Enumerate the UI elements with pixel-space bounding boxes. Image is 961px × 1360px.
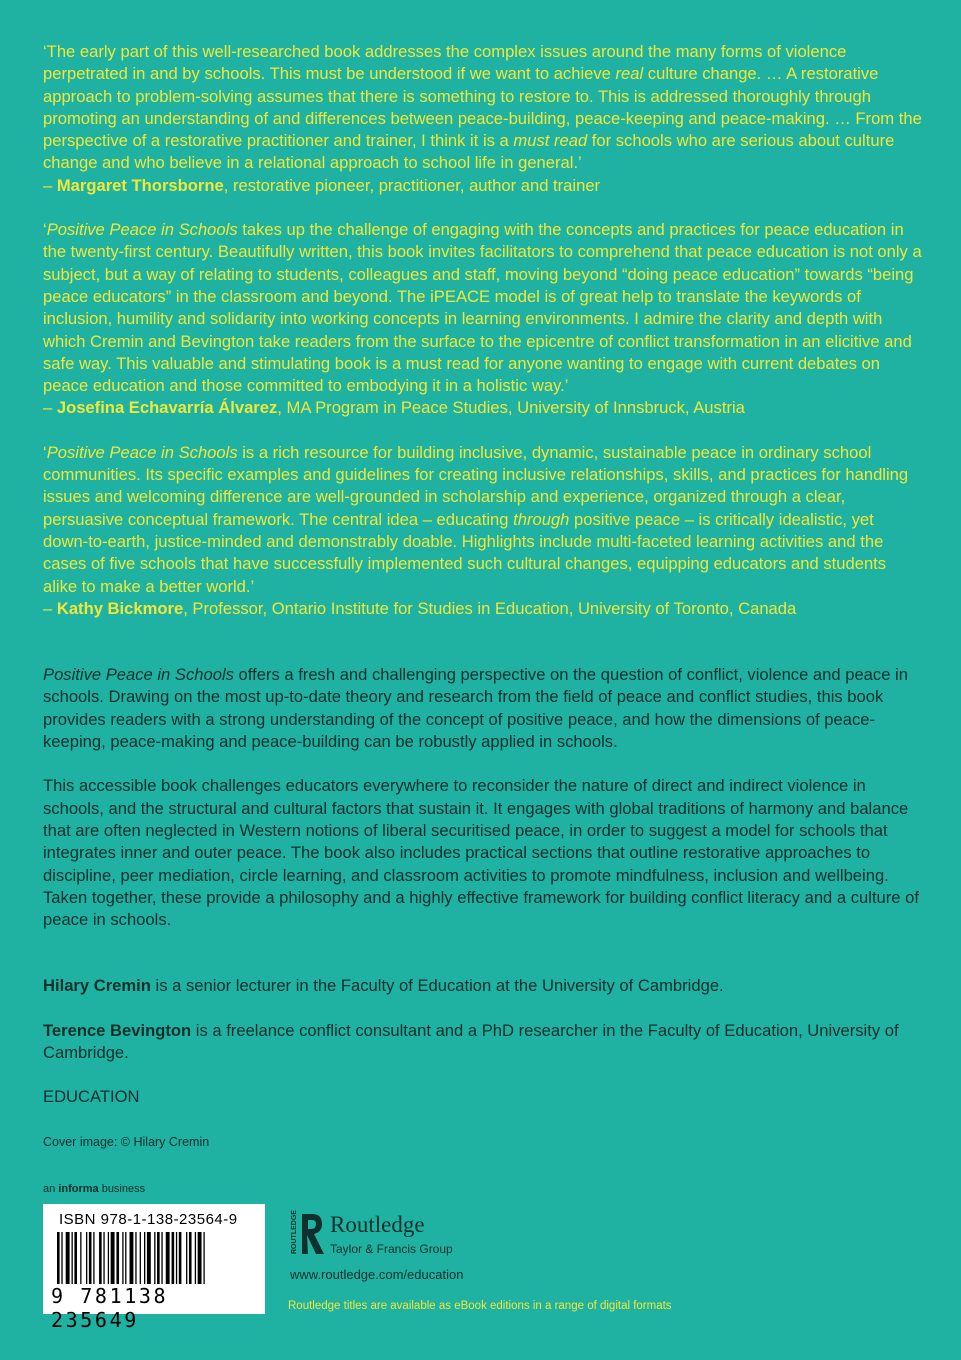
quote-author: Margaret Thorsborne bbox=[56, 175, 224, 195]
author-bio-bevington: Terence Bevington is a freelance conflict consultant and a PhD researcher in the Faculty of Education, University of Cambridge. bbox=[43, 1020, 899, 1062]
barcode-bar bbox=[176, 1232, 177, 1284]
barcode-bar bbox=[161, 1232, 162, 1284]
quote-author: Kathy Bickmore bbox=[56, 598, 184, 618]
quote-attribution: – Kathy Bickmore, Professor, Ontario Institute for Studies in Education, University of Toronto, Canada bbox=[43, 598, 797, 618]
ebook-note: Routledge titles are available as eBook editions in a range of digital formats bbox=[288, 1300, 672, 1312]
cover-credit: Cover image: © Hilary Cremin bbox=[43, 1134, 210, 1149]
publisher-name: Routledge bbox=[330, 1212, 425, 1237]
publisher-group: Taylor & Francis Group bbox=[330, 1242, 453, 1256]
barcode-bar bbox=[66, 1232, 70, 1284]
endorsement-bickmore bbox=[43, 442, 923, 620]
barcode-bar bbox=[72, 1232, 73, 1284]
barcode-bar bbox=[147, 1232, 151, 1284]
routledge-logo-icon bbox=[288, 1210, 328, 1258]
barcode-bar bbox=[116, 1232, 119, 1284]
barcode-bar bbox=[108, 1232, 109, 1284]
informa-business: an informa business bbox=[43, 1183, 146, 1195]
barcode-bar bbox=[99, 1232, 102, 1284]
informa-logo: informa bbox=[58, 1183, 99, 1195]
barcode-bar bbox=[166, 1232, 170, 1284]
subject-category: EDUCATION bbox=[43, 1087, 140, 1107]
barcode-bar bbox=[144, 1232, 145, 1284]
barcode-bar bbox=[203, 1232, 204, 1284]
barcode-bar bbox=[140, 1232, 141, 1284]
quote-text: ‘Positive Peace in Schools takes up the challenge of engaging with the concepts and practices for peace education in the twenty-first century. Beautifully written, this book invites facilitators to comprehend that peace education is not only a subject, but a way of relating to students, colleagues and staff, moving beyond “doing peace education” towards “being peace educators” in the classroom and beyond. The iPEACE model is of great help to translate the keywords of inclusion, humility and solidarity into working concepts in learning environments. I admire the clarity and depth with which Cremin and Bevington take readers from the surface to the epicentre of conflict transformation in an elicitive and safe way. This valuable and stimulating book is a must read for anyone wanting to engage with current debates on peace education and those committed to embodying it in a holistic way.’ bbox=[43, 220, 922, 396]
author-bio-cremin: Hilary Cremin is a senior lecturer in the Faculty of Education at the University of Cambridge. bbox=[43, 976, 724, 996]
barcode-bar bbox=[125, 1232, 126, 1284]
endorsement-thorsborne bbox=[43, 41, 923, 197]
barcode-bar bbox=[154, 1232, 155, 1284]
back-cover-text bbox=[43, 41, 923, 1153]
barcode-bar bbox=[130, 1232, 134, 1284]
quote-attribution: – Margaret Thorsborne, restorative pioneer, practitioner, author and trainer bbox=[43, 175, 601, 195]
barcode-bar bbox=[122, 1232, 123, 1284]
quote-text: ‘Positive Peace in Schools is a rich resource for building inclusive, dynamic, sustainable peace in ordinary school communities. Its specific examples and guidelines for creating inclusive relationships, skills, and practices for handling issues and welcoming difference are well-grounded in scholarship and experience, organized through a clear, persuasive conceptual framework. The central idea – educating through positive peace – is critically idealistic, yet down-to-earth, justice-minded and demonstrably doable. Highlights include multi-faceted learning activities and the cases of five schools that have successfully implemented such cultural changes, equipping educators and students alike to make a better world.’ bbox=[43, 442, 909, 596]
barcode-icon bbox=[57, 1232, 251, 1284]
barcode-bar bbox=[135, 1232, 136, 1284]
barcode-bar bbox=[111, 1232, 115, 1284]
barcode-bar bbox=[198, 1232, 202, 1284]
barcode-bar bbox=[195, 1232, 196, 1284]
barcode-bar bbox=[186, 1232, 187, 1284]
barcode-bar bbox=[93, 1232, 94, 1284]
quote-text: ‘The early part of this well-researched book addresses the complex issues around the many forms of violence perpetrated in and by schools. This must be understood if we want to achieve real culture change. … A restorative approach to problem-solving assumes that there is something to restore to. This is addressed thoroughly through promoting an understanding of and differences between peace-building, peace-keeping and peace-making. … From the perspective of a restorative practitioner and trainer, I think it is a must read for schools who are serious about culture change and who believe in a relational approach to school life in general.’ bbox=[43, 42, 922, 173]
barcode-bar bbox=[179, 1232, 182, 1284]
quote-attribution: – Josefina Echavarría Álvarez, MA Program in Peace Studies, University of Innsbruck, Austria bbox=[43, 398, 745, 418]
barcode-bar bbox=[89, 1232, 92, 1284]
isbn-barcode bbox=[43, 1204, 265, 1332]
book-description bbox=[43, 664, 923, 1108]
quote-author: Josefina Echavarría Álvarez bbox=[56, 398, 278, 418]
isbn-digits: 9 781138 235649 bbox=[51, 1284, 169, 1332]
description-paragraph: Positive Peace in Schools offers a fresh and challenging perspective on the question of conflict, violence and peace in schools. Drawing on the most up-to-date theory and research from the field of peace and conflict studies, this book provides readers with a strong understanding of the concept of positive peace, and how the dimensions of peace-keeping, peace-making and peace-building can be robustly applied in schools. bbox=[43, 665, 908, 752]
barcode-bar bbox=[86, 1232, 87, 1284]
barcode-bar bbox=[157, 1232, 160, 1284]
svg-text:ROUTLEDGE: ROUTLEDGE bbox=[291, 1210, 298, 1254]
barcode-bar bbox=[61, 1232, 62, 1284]
publisher-url: www.routledge.com/education bbox=[290, 1267, 464, 1282]
barcode-bar bbox=[172, 1232, 175, 1284]
endorsement-echavarria bbox=[43, 219, 923, 420]
isbn-label: ISBN 978-1-138-23564-9 bbox=[59, 1211, 238, 1228]
barcode-bar bbox=[74, 1232, 77, 1284]
barcode-bar bbox=[103, 1232, 104, 1284]
barcode-bar bbox=[189, 1232, 192, 1284]
barcode-bar bbox=[57, 1232, 60, 1284]
description-paragraph: This accessible book challenges educators everywhere to reconsider the nature of direct and indirect violence in schools, and the structural and cultural factors that sustain it. It engages with global traditions of harmony and balance that are often neglected in Western notions of liberal securitised peace, in order to suggest a model for schools that integrates inner and outer peace. The book also includes practical sections that outline restorative approaches to discipline, peer mediation, circle learning, and classroom activities to promote mindfulness, inclusion and wellbeing. Taken together, these provide a philosophy and a highly effective framework for building conflict literacy and a culture of peace in schools. bbox=[43, 776, 919, 930]
barcode-bar bbox=[80, 1232, 81, 1284]
